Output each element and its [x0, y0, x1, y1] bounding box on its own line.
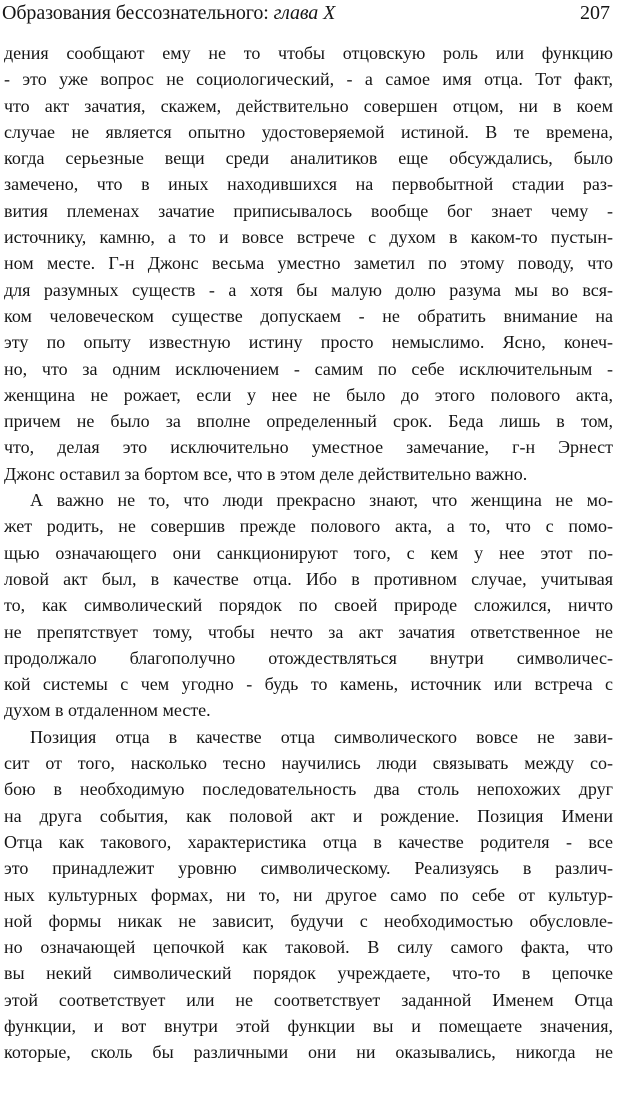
page-number: 207 [580, 2, 610, 24]
text-line: ной формы никак не зависит, будучи с необходимостью обусловле- [4, 910, 613, 931]
text-line: женщина не рожает, если у нее не было до этого полового акта, [4, 384, 613, 405]
text-line: вы некий символический порядок учреждаете, что-то в цепочке [4, 963, 613, 984]
text-line: ном месте. Г-н Джонс весьма уместно заметил по этому поводу, что [4, 253, 613, 274]
chapter-label: глава X [273, 2, 336, 24]
text-line: бою в необходимую последовательность два столь непохожих друг [4, 779, 613, 800]
text-line: что, делая это исключительно уместное замечание, г-н Эрнест [4, 437, 613, 458]
text-line: щью означающего они санкционируют того, с кем у нее этот по- [4, 542, 613, 563]
text-line: духом в отдаленном месте. [4, 700, 211, 721]
book-title: Образования бессознательного: [2, 2, 269, 24]
text-line: ловой акт был, в качестве отца. Ибо в противном случае, учитывая [4, 568, 613, 589]
text-line: жет родить, не совершив прежде полового акта, а то, что с помо- [4, 516, 613, 537]
text-line: функции, и вот внутри этой функции вы и помещаете значения, [4, 1015, 613, 1036]
text-line: причем не было за вполне определенный срок. Беда лишь в том, [4, 411, 613, 432]
text-line: Джонс оставил за бортом все, что в этом деле действительно важно. [4, 463, 528, 484]
text-line: которые, сколь бы различными они ни оказывались, никогда не [4, 1042, 613, 1063]
paragraph [4, 487, 613, 724]
text-line: замечено, что в иных находившихся на первобытной стадии раз- [4, 174, 613, 195]
text-line: кой системы с чем угодно - будь то камень, источник или встреча с [4, 674, 613, 695]
text-line: А важно не то, что люди прекрасно знают, что женщина не мо- [30, 490, 613, 511]
paragraph [4, 40, 613, 487]
text-line: когда серьезные вещи среди аналитиков еще обсуждались, было [4, 148, 613, 169]
text-line: дения сообщают ему не то чтобы отцовскую роль или функцию [4, 43, 613, 63]
text-line: эту по опыту известную истину просто немыслимо. Ясно, конеч- [4, 332, 613, 353]
paragraph [4, 724, 613, 1066]
text-line: ных культурных формах, ни то, ни другое само по себе от культур- [4, 884, 613, 905]
text-line: вития племенах зачатие приписывалось вообще бог знает чему - [4, 200, 613, 221]
text-line: не препятствует тому, чтобы нечто за акт зачатия ответственное не [4, 621, 613, 642]
text-line: но, что за одним исключением - самим по себе исключительным - [4, 358, 613, 379]
body-text [4, 40, 613, 1066]
text-line: Позиция отца в качестве отца символического вовсе не зави- [30, 726, 613, 747]
text-line: источнику, камню, а то и вовсе встрече с духом в каком-то пустын- [4, 227, 613, 248]
text-line: это принадлежит уровню символическому. Реализуясь в различ- [4, 858, 613, 879]
text-line: продолжало благополучно отождествляться внутри символичес- [4, 647, 613, 668]
text-line: Отца как такового, характеристика отца в качестве родителя - все [4, 831, 613, 852]
text-line: этой соответствует или не соответствует заданной Именем Отца [4, 989, 613, 1010]
running-header [2, 0, 612, 30]
text-line: но означающей цепочкой как таковой. В силу самого факта, что [4, 937, 613, 958]
text-line: сит от того, насколько тесно научились люди связывать между со- [4, 753, 613, 774]
text-line: для разумных существ - а хотя бы малую долю разума мы во вся- [4, 279, 613, 300]
text-line: на друга события, как половой акт и рождение. Позиция Имени [4, 805, 613, 826]
text-line: случае не является опытно удостоверяемой истиной. В те времена, [4, 121, 613, 142]
text-line: то, как символический порядок по своей природе сложился, ничто [4, 595, 613, 616]
text-line: ком человеческом существе допускаем - не обратить внимание на [4, 305, 613, 326]
text-line: - это уже вопрос не социологический, - а самое имя отца. Тот факт, [4, 69, 613, 90]
text-line: что акт зачатия, скажем, действительно совершен отцом, ни в коем [4, 95, 613, 116]
running-title [2, 0, 335, 26]
